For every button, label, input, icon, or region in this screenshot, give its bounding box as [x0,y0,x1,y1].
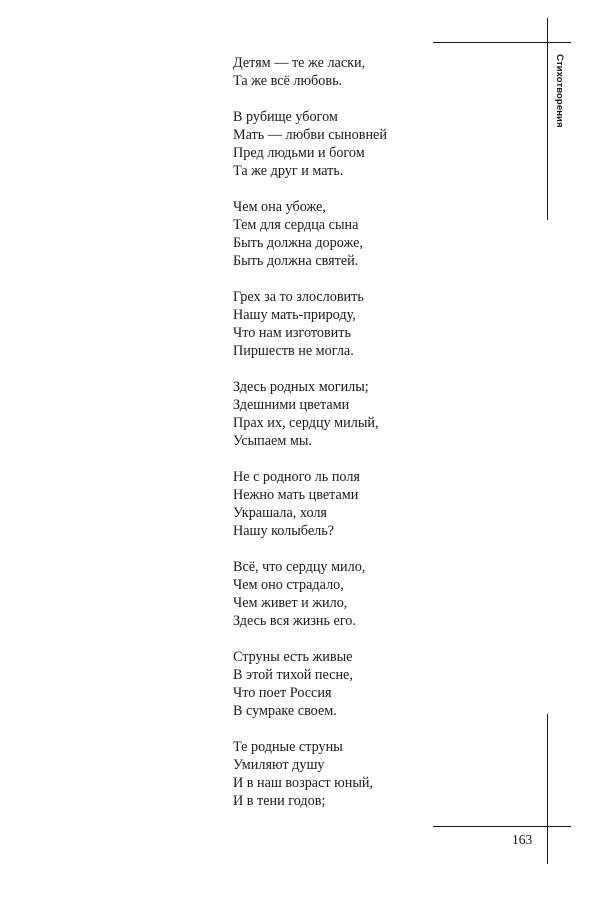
header-rule-vertical [547,18,548,220]
poem-line: В рубище убогом [233,108,338,125]
poem-line: Быть должна дороже, [233,235,363,252]
poem-line: Усыпаем мы. [233,433,312,450]
page-number: 163 [512,832,533,847]
poem-line: Что нам изготовить [233,325,351,342]
poem-line: Чем живет и жило, [233,595,348,612]
poem-line: В сумраке своем. [233,703,337,720]
stanza [233,108,433,181]
running-head-section-title: Стихотворения [554,54,565,128]
poem-line: Детям — те же ласки, [233,55,366,71]
poem-line: И в наш возраст юный, [233,775,373,792]
poem-line: Нашу мать-природу, [233,306,356,323]
poem-line: Та же друг и мать. [233,163,344,180]
poem-line: Пред людьми и богом [233,145,365,162]
poem-line: Та же всё любовь. [233,73,343,90]
poem-line: Здешними цветами [233,396,350,413]
poem-line: Умиляют душу [233,756,325,773]
poem-line: Всё, что сердцу мило, [233,558,366,575]
poem-line: Тем для сердца сына [233,216,359,233]
poem-line: Нашу колыбель? [233,523,334,540]
poem-line: Струны есть живые [233,648,353,665]
poem-line: Здесь вся жизнь его. [233,613,356,630]
stanza [233,468,433,541]
poem-line: И в тени годов; [233,793,326,810]
stanza [233,198,433,271]
poem-body [233,54,433,828]
poem-line: Грех за то злословить [233,288,364,305]
stanza [233,558,433,631]
poem-line: Украшала, холя [233,505,327,522]
poem-line: Не с родного ль поля [233,468,360,485]
footer-rule-horizontal [433,826,571,827]
stanza [233,738,433,811]
stanza [233,288,433,361]
header-rule-horizontal [433,42,571,43]
stanza [233,378,433,451]
stanza [233,648,433,721]
poem-line: Быть должна святей. [233,253,359,270]
poem-line: Те родные струны [233,738,343,755]
poem-line: В этой тихой песне, [233,666,353,683]
stanza [233,54,433,90]
poem-line: Прах их, сердцу милый, [233,415,379,432]
poem-line: Что поет Россия [233,685,332,702]
poem-line: Чем оно страдало, [233,576,344,593]
poem-line: Мать — любви сыновней [233,126,387,143]
poem-line: Пиршеств не могла. [233,343,354,360]
poem-line: Нежно мать цветами [233,486,359,503]
poem-line: Здесь родных могилы; [233,378,369,395]
poem-line: Чем она убоже, [233,198,326,215]
footer-rule-vertical [547,714,548,864]
